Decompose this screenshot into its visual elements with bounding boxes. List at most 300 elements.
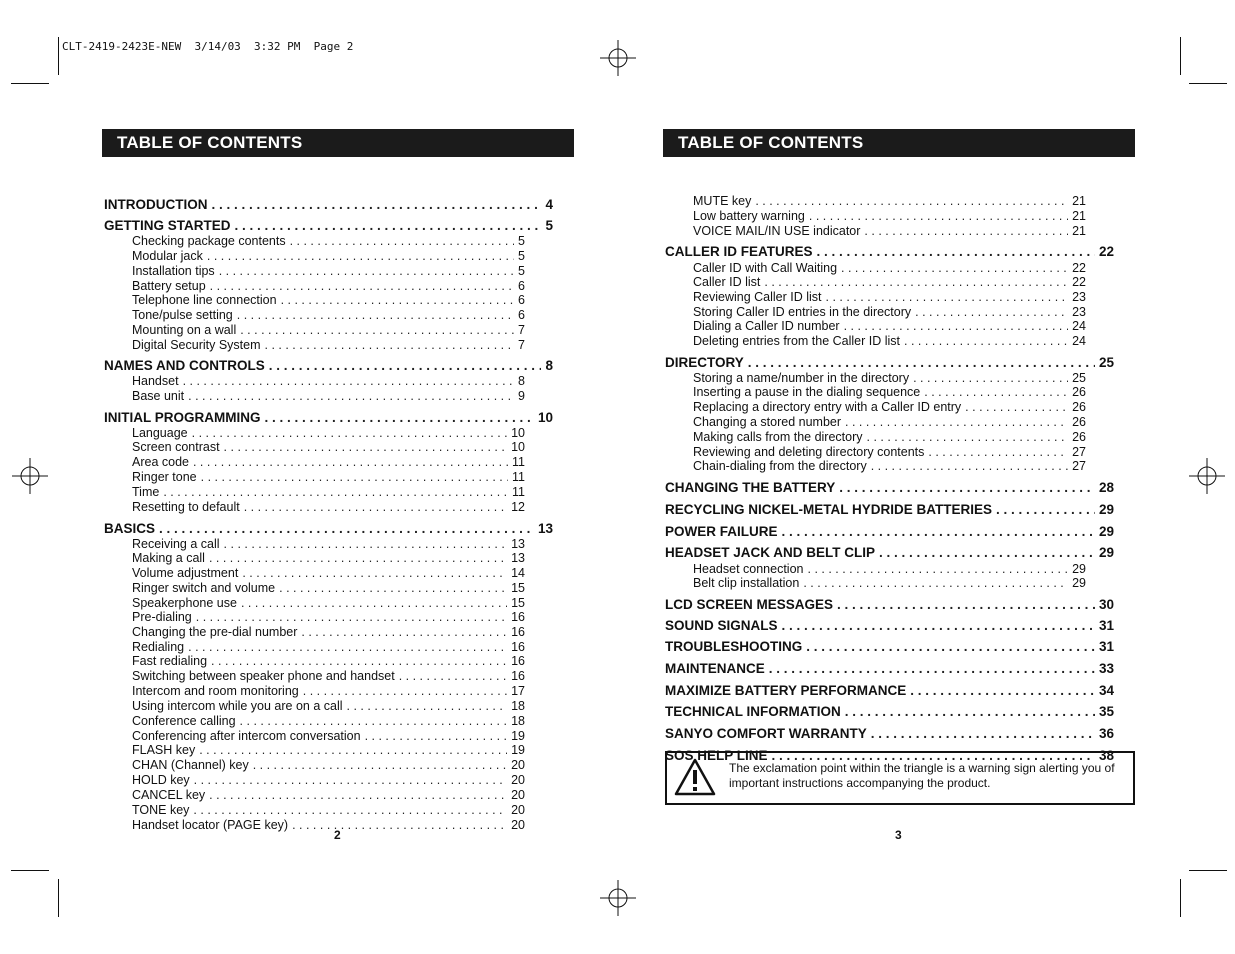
- dot-leader: [782, 524, 1095, 539]
- dot-leader: [193, 455, 508, 469]
- toc-entry-label: Volume adjustment: [132, 566, 239, 580]
- dot-leader: [748, 355, 1095, 370]
- toc-section: [665, 618, 1114, 633]
- crop-mark: [1180, 879, 1181, 917]
- warning-triangle-icon: [673, 757, 717, 797]
- toc-entry: [132, 729, 525, 743]
- dot-leader: [844, 319, 1069, 333]
- toc-entry-page: 20: [511, 803, 525, 817]
- toc-entry: [132, 669, 525, 683]
- toc-entry: [132, 699, 525, 713]
- dot-leader: [808, 562, 1069, 576]
- dot-leader: [194, 773, 507, 787]
- toc-entry: [132, 485, 525, 499]
- toc-entry-label: VOICE MAIL/IN USE indicator: [693, 224, 861, 238]
- dot-leader: [365, 729, 508, 743]
- toc-entry: [693, 430, 1086, 444]
- dot-leader: [292, 818, 507, 832]
- toc-entry-label: SOS HELP LINE: [665, 748, 768, 763]
- toc-entry: [693, 305, 1086, 319]
- crop-mark: [58, 37, 59, 75]
- toc-entry: [693, 209, 1086, 223]
- toc-entry-page: 4: [545, 197, 553, 212]
- toc-entry-page: 23: [1072, 305, 1086, 319]
- toc-entry: [693, 224, 1086, 238]
- dot-leader: [924, 385, 1068, 399]
- toc-entry-label: FLASH key: [132, 743, 196, 757]
- dot-leader: [212, 197, 542, 212]
- toc-section: [665, 355, 1114, 370]
- right-page: [663, 129, 1135, 763]
- toc-section: [665, 244, 1114, 259]
- toc-entry-label: Telephone line connection: [132, 293, 277, 307]
- dot-leader: [244, 500, 507, 514]
- toc-entry-label: HEADSET JACK AND BELT CLIP: [665, 545, 876, 560]
- toc-header: TABLE OF CONTENTS: [663, 129, 1135, 157]
- toc-entry-page: 5: [518, 234, 525, 248]
- toc-entry-page: 29: [1098, 502, 1114, 517]
- toc-entry: [132, 426, 525, 440]
- toc-entry-label: Ringer tone: [132, 470, 197, 484]
- toc-entry-label: Speakerphone use: [132, 596, 237, 610]
- dot-leader: [864, 224, 1068, 238]
- toc-entry-label: Pre-dialing: [132, 610, 192, 624]
- dot-leader: [303, 684, 507, 698]
- toc-entry: [132, 293, 525, 307]
- toc-entry-label: CANCEL key: [132, 788, 206, 802]
- dot-leader: [841, 261, 1068, 275]
- toc-entry-label: Receiving a call: [132, 537, 220, 551]
- toc-entry-label: Time: [132, 485, 160, 499]
- dot-leader: [399, 669, 507, 683]
- toc-entry-label: Digital Security System: [132, 338, 261, 352]
- toc-entry: [132, 581, 525, 595]
- toc-entry-label: LCD SCREEN MESSAGES: [665, 597, 834, 612]
- dot-leader: [241, 596, 507, 610]
- toc-entry-page: 5: [518, 249, 525, 263]
- dot-leader: [183, 374, 514, 388]
- toc-entry-label: Headset connection: [693, 562, 804, 576]
- toc-entry: [693, 459, 1086, 473]
- dot-leader: [867, 430, 1069, 444]
- crop-mark: [1189, 83, 1227, 84]
- toc-entry-page: 33: [1098, 661, 1114, 676]
- toc-entry-label: INITIAL PROGRAMMING: [104, 410, 261, 425]
- toc-entry: [132, 470, 525, 484]
- dot-leader: [235, 218, 542, 233]
- toc-entry: [132, 338, 525, 352]
- toc-section: [665, 726, 1114, 741]
- toc-entry-label: Changing a stored number: [693, 415, 842, 429]
- dot-leader: [224, 440, 508, 454]
- dot-leader: [281, 293, 514, 307]
- dot-leader: [188, 389, 514, 403]
- toc-entry-page: 5: [545, 218, 553, 233]
- dot-leader: [193, 803, 507, 817]
- dot-leader: [188, 640, 507, 654]
- toc-entry: [132, 374, 525, 388]
- toc-entry-label: Switching between speaker phone and handset: [132, 669, 395, 683]
- toc-entry-label: CALLER ID FEATURES: [665, 244, 813, 259]
- toc-entry-page: 30: [1098, 597, 1114, 612]
- toc-entry: [132, 773, 525, 787]
- toc-entry: [132, 234, 525, 248]
- toc-entry: [132, 640, 525, 654]
- toc-entry-label: DIRECTORY: [665, 355, 744, 370]
- toc-entry-page: 29: [1072, 576, 1086, 590]
- toc-entry-label: Making a call: [132, 551, 205, 565]
- toc-entry-label: Reviewing and deleting directory contents: [693, 445, 925, 459]
- toc-entry-page: 19: [511, 729, 525, 743]
- dot-leader: [196, 610, 507, 624]
- toc-entry-page: 25: [1098, 355, 1114, 370]
- toc-entry-page: 13: [537, 521, 553, 536]
- toc-entry-page: 31: [1098, 618, 1114, 633]
- toc-entry-label: POWER FAILURE: [665, 524, 778, 539]
- toc-entry: [132, 249, 525, 263]
- crop-mark: [58, 879, 59, 917]
- toc-entry: [693, 562, 1086, 576]
- toc-entry-label: MAXIMIZE BATTERY PERFORMANCE: [665, 683, 907, 698]
- toc-entry-page: 15: [511, 596, 525, 610]
- toc-entry: [693, 385, 1086, 399]
- toc-entry-label: Redialing: [132, 640, 185, 654]
- toc-entry-label: BASICS: [104, 521, 156, 536]
- toc-entry-page: 11: [512, 470, 525, 484]
- toc-entry-label: Conference calling: [132, 714, 236, 728]
- toc-entry: [693, 576, 1086, 590]
- toc-entry-label: Handset: [132, 374, 179, 388]
- dot-leader: [209, 788, 507, 802]
- toc-entry: [132, 818, 525, 832]
- dot-leader: [253, 758, 507, 772]
- dot-leader: [265, 410, 534, 425]
- registration-mark-icon: [1189, 458, 1225, 494]
- toc-entry-page: 15: [511, 581, 525, 595]
- dot-leader: [207, 249, 514, 263]
- toc-entry-page: 36: [1098, 726, 1114, 741]
- toc-entry-page: 22: [1072, 275, 1086, 289]
- dot-leader: [871, 726, 1095, 741]
- toc-entry-label: GETTING STARTED: [104, 218, 231, 233]
- toc-entry-label: MAINTENANCE: [665, 661, 765, 676]
- warning-box: [665, 751, 1135, 805]
- toc-entry-page: 29: [1098, 524, 1114, 539]
- toc-entry: [132, 788, 525, 802]
- toc-entry-label: Resetting to default: [132, 500, 240, 514]
- dot-leader: [192, 426, 507, 440]
- dot-leader: [904, 334, 1068, 348]
- slug-line: CLT-2419-2423E-NEW 3/14/03 3:32 PM Page 2: [62, 40, 354, 53]
- toc-entry: [132, 654, 525, 668]
- toc-entry-label: Reviewing Caller ID list: [693, 290, 822, 304]
- toc-entry-page: 7: [518, 323, 525, 337]
- toc-entry-page: 10: [511, 440, 525, 454]
- dot-leader: [240, 323, 514, 337]
- toc-entry-page: 35: [1098, 704, 1114, 719]
- toc-entry: [693, 275, 1086, 289]
- dot-leader: [928, 445, 1068, 459]
- toc-entry-page: 20: [511, 788, 525, 802]
- crop-mark: [1189, 870, 1227, 871]
- toc-entry: [132, 684, 525, 698]
- dot-leader: [159, 521, 534, 536]
- toc-entry-page: 20: [511, 758, 525, 772]
- dot-leader: [265, 338, 515, 352]
- toc-entry-label: Battery setup: [132, 279, 206, 293]
- toc-entry-label: Intercom and room monitoring: [132, 684, 299, 698]
- crop-mark: [11, 870, 49, 871]
- toc-entry: [693, 319, 1086, 333]
- dot-leader: [163, 485, 508, 499]
- toc-entry-label: Storing a name/number in the directory: [693, 371, 910, 385]
- toc-entry-page: 18: [511, 714, 525, 728]
- toc-entry: [132, 625, 525, 639]
- toc-entry: [132, 610, 525, 624]
- toc-entry-page: 23: [1072, 290, 1086, 304]
- toc-entry: [693, 371, 1086, 385]
- toc-entry-label: HOLD key: [132, 773, 190, 787]
- toc-entry-page: 34: [1098, 683, 1114, 698]
- dot-leader: [817, 244, 1095, 259]
- toc-entry-page: 6: [518, 279, 525, 293]
- dot-leader: [809, 209, 1068, 223]
- registration-mark-icon: [12, 458, 48, 494]
- dot-leader: [965, 400, 1068, 414]
- toc-entry-page: 13: [511, 537, 525, 551]
- toc-entry-page: 14: [511, 566, 525, 580]
- toc-entry-label: Area code: [132, 455, 189, 469]
- dot-leader: [879, 545, 1095, 560]
- toc-entry-page: 26: [1072, 385, 1086, 399]
- toc-entry-page: 8: [545, 358, 553, 373]
- toc-entry-label: Deleting entries from the Caller ID list: [693, 334, 901, 348]
- toc-entry-label: Changing the pre-dial number: [132, 625, 298, 639]
- dot-leader: [199, 743, 507, 757]
- dot-leader: [782, 618, 1095, 633]
- toc-entry-page: 24: [1072, 319, 1086, 333]
- dot-leader: [269, 358, 542, 373]
- toc-entry-label: TONE key: [132, 803, 190, 817]
- toc-entry-label: Caller ID with Call Waiting: [693, 261, 838, 275]
- dot-leader: [996, 502, 1095, 517]
- toc-entry-label: INTRODUCTION: [104, 197, 208, 212]
- toc-entry: [132, 279, 525, 293]
- dot-leader: [219, 264, 514, 278]
- toc-entry-label: SANYO COMFORT WARRANTY: [665, 726, 867, 741]
- toc-entry-page: 13: [511, 551, 525, 565]
- toc-entry-page: 24: [1072, 334, 1086, 348]
- toc-entry-page: 16: [511, 654, 525, 668]
- toc-section: [665, 502, 1114, 517]
- toc-entry-page: 6: [518, 293, 525, 307]
- toc-section: [104, 358, 553, 373]
- toc-entry: [132, 264, 525, 278]
- toc-entry-label: Low battery warning: [693, 209, 805, 223]
- dot-leader: [755, 194, 1068, 208]
- dot-leader: [803, 576, 1068, 590]
- toc-entry-page: 29: [1098, 545, 1114, 560]
- dot-leader: [290, 234, 514, 248]
- toc-entry-label: Language: [132, 426, 188, 440]
- toc-entry-page: 16: [511, 610, 525, 624]
- toc-entry-label: MUTE key: [693, 194, 752, 208]
- dot-leader: [769, 661, 1095, 676]
- dot-leader: [826, 290, 1069, 304]
- toc-entry-page: 10: [511, 426, 525, 440]
- toc-entry-page: 26: [1072, 415, 1086, 429]
- dot-leader: [347, 699, 508, 713]
- dot-leader: [839, 480, 1095, 495]
- toc-section: [665, 524, 1114, 539]
- dot-leader: [279, 581, 507, 595]
- toc-header: TABLE OF CONTENTS: [102, 129, 574, 157]
- toc-entry: [132, 596, 525, 610]
- toc-entry-label: RECYCLING NICKEL-METAL HYDRIDE BATTERIES: [665, 502, 993, 517]
- toc-entry-label: Caller ID list: [693, 275, 761, 289]
- toc-entry-page: 21: [1072, 224, 1086, 238]
- toc-entry-label: Conferencing after intercom conversation: [132, 729, 361, 743]
- toc-entry: [132, 537, 525, 551]
- toc-entry-label: Installation tips: [132, 264, 215, 278]
- dot-leader: [301, 625, 507, 639]
- toc-entry-page: 27: [1072, 445, 1086, 459]
- dot-leader: [910, 683, 1095, 698]
- page-number: 2: [334, 828, 341, 842]
- toc-entry-page: 5: [518, 264, 525, 278]
- toc-entry-label: Tone/pulse setting: [132, 308, 233, 322]
- toc-entry: [132, 551, 525, 565]
- toc-entry-page: 22: [1072, 261, 1086, 275]
- toc-entry-page: 26: [1072, 400, 1086, 414]
- toc-entry: [132, 803, 525, 817]
- dot-leader: [240, 714, 508, 728]
- toc-entry: [132, 500, 525, 514]
- toc-entry-label: CHANGING THE BATTERY: [665, 480, 836, 495]
- toc-section: [665, 661, 1114, 676]
- toc-entry-page: 21: [1072, 194, 1086, 208]
- toc-entry-label: SOUND SIGNALS: [665, 618, 778, 633]
- toc-entry-page: 16: [511, 640, 525, 654]
- toc-entry-page: 25: [1072, 371, 1086, 385]
- dot-leader: [845, 415, 1068, 429]
- toc-entry: [693, 445, 1086, 459]
- dot-leader: [871, 459, 1068, 473]
- toc-section: [665, 480, 1114, 495]
- toc-entry-label: Fast redialing: [132, 654, 208, 668]
- crop-mark: [1180, 37, 1181, 75]
- toc-entry: [132, 743, 525, 757]
- toc-entry-label: Chain-dialing from the directory: [693, 459, 867, 473]
- toc-entry: [693, 290, 1086, 304]
- toc-entry-page: 38: [1098, 748, 1114, 763]
- toc-entry: [132, 714, 525, 728]
- toc-entry-label: Dialing a Caller ID number: [693, 319, 840, 333]
- toc-entry-page: 6: [518, 308, 525, 322]
- toc-entry-label: Making calls from the directory: [693, 430, 863, 444]
- page-number: 3: [895, 828, 902, 842]
- toc-entry-label: Using intercom while you are on a call: [132, 699, 343, 713]
- dot-leader: [242, 566, 507, 580]
- registration-mark-icon: [600, 40, 636, 76]
- dot-leader: [915, 305, 1068, 319]
- toc-entry: [693, 194, 1086, 208]
- toc-entry-label: CHAN (Channel) key: [132, 758, 249, 772]
- toc-entry-page: 18: [511, 699, 525, 713]
- toc-section: [665, 639, 1114, 654]
- toc-entry-label: Base unit: [132, 389, 185, 403]
- toc-entry: [132, 758, 525, 772]
- toc-entry-label: Screen contrast: [132, 440, 220, 454]
- dot-leader: [209, 551, 507, 565]
- toc-section: [104, 521, 553, 536]
- warning-text: The exclamation point within the triangle is a warning sign alerting you of important instructions accompanying the product.: [729, 761, 1115, 790]
- toc-section: [104, 410, 553, 425]
- toc-entry: [132, 566, 525, 580]
- toc-section: [665, 597, 1114, 612]
- toc-entry-page: 31: [1098, 639, 1114, 654]
- toc-entry-page: 26: [1072, 430, 1086, 444]
- dot-leader: [201, 470, 508, 484]
- toc-section: [104, 197, 553, 212]
- dot-leader: [210, 279, 514, 293]
- toc-entry: [132, 440, 525, 454]
- toc-entry-page: 28: [1098, 480, 1114, 495]
- toc-entry-label: Replacing a directory entry with a Caller ID entry: [693, 400, 962, 414]
- toc-section: [665, 704, 1114, 719]
- toc-entry-page: 11: [512, 485, 525, 499]
- dot-leader: [845, 704, 1095, 719]
- dot-leader: [764, 275, 1068, 289]
- toc-entry-page: 21: [1072, 209, 1086, 223]
- dot-leader: [806, 639, 1095, 654]
- toc-entry-label: Handset locator (PAGE key): [132, 818, 289, 832]
- toc-section: [665, 545, 1114, 560]
- toc-entry-page: 10: [537, 410, 553, 425]
- dot-leader: [237, 308, 514, 322]
- toc-entry: [132, 323, 525, 337]
- toc-section: [665, 683, 1114, 698]
- toc-entry-page: 16: [511, 669, 525, 683]
- toc-entry-page: 9: [518, 389, 525, 403]
- toc-entry: [132, 389, 525, 403]
- toc-entry-page: 22: [1098, 244, 1114, 259]
- toc-entry-label: Modular jack: [132, 249, 203, 263]
- left-page: [102, 129, 574, 832]
- toc-entry-label: Inserting a pause in the dialing sequence: [693, 385, 921, 399]
- toc-entry-label: NAMES AND CONTROLS: [104, 358, 265, 373]
- toc-entry-page: 19: [511, 743, 525, 757]
- toc-entry-page: 11: [512, 455, 525, 469]
- toc-entry-page: 12: [511, 500, 525, 514]
- registration-mark-icon: [600, 880, 636, 916]
- toc-entry: [132, 308, 525, 322]
- toc-entry-page: 29: [1072, 562, 1086, 576]
- toc-entry-label: Checking package contents: [132, 234, 286, 248]
- toc-entry-page: 8: [518, 374, 525, 388]
- toc-entry-page: 17: [511, 684, 525, 698]
- toc-entry: [693, 334, 1086, 348]
- toc-entry-label: Ringer switch and volume: [132, 581, 276, 595]
- toc-entry-label: TECHNICAL INFORMATION: [665, 704, 841, 719]
- toc-entry-page: 27: [1072, 459, 1086, 473]
- toc-section: [104, 218, 553, 233]
- dot-leader: [224, 537, 508, 551]
- dot-leader: [913, 371, 1068, 385]
- crop-mark: [11, 83, 49, 84]
- toc-entry-page: 20: [511, 818, 525, 832]
- toc-entry: [132, 455, 525, 469]
